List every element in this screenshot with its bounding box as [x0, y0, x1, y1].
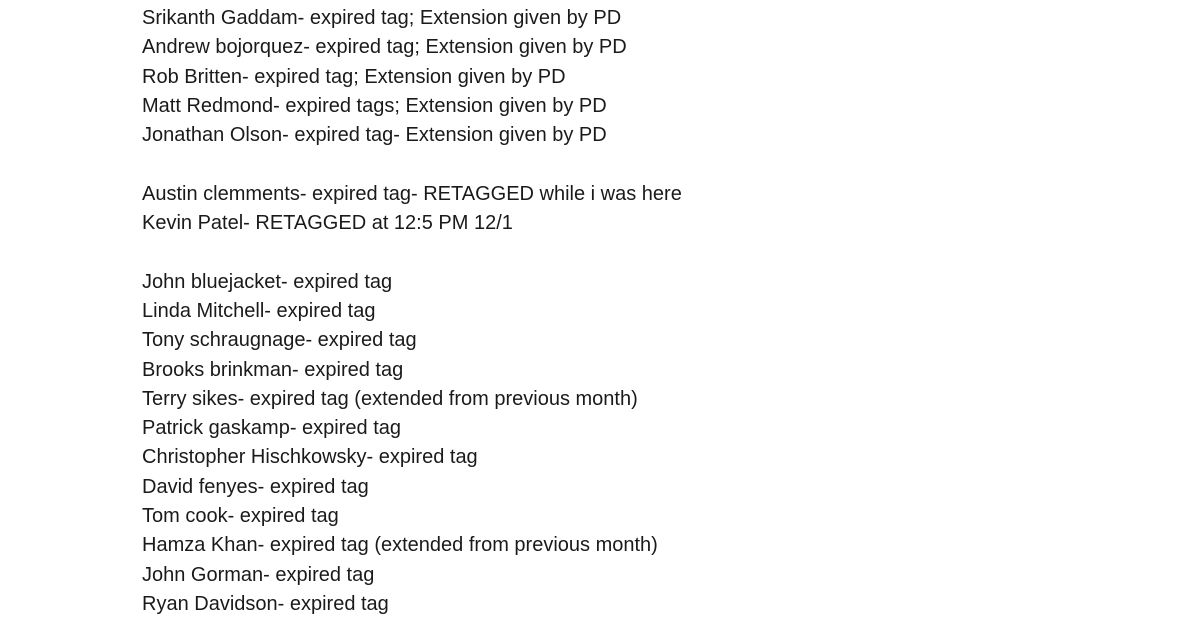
document-line: John Gorman- expired tag: [142, 563, 375, 586]
document-line: Austin clemments- expired tag- RETAGGED while i was here: [142, 182, 682, 205]
blank-line: [142, 150, 1182, 179]
document-line: David fenyes- expired tag: [142, 475, 369, 498]
blank-line: [142, 238, 1182, 267]
document-line: Ryan Davidson- expired tag: [142, 592, 389, 615]
document-line: Hamza Khan- expired tag (extended from previous month): [142, 534, 658, 557]
document-line: Terry sikes- expired tag (extended from previous month): [142, 387, 638, 410]
document-line: Linda Mitchell- expired tag: [142, 299, 376, 322]
document-body: [142, 4, 1182, 619]
document-line: Rob Britten- expired tag; Extension given by PD: [142, 65, 566, 88]
document-line: Srikanth Gaddam- expired tag; Extension given by PD: [142, 7, 622, 29]
document-line: Jonathan Olson- expired tag- Extension given by PD: [142, 124, 607, 147]
document-line: Matt Redmond- expired tags; Extension given by PD: [142, 94, 607, 117]
document-line: John bluejacket- expired tag: [142, 270, 393, 293]
document-line: Tom cook- expired tag: [142, 505, 339, 528]
document-line: Patrick gaskamp- expired tag: [142, 417, 402, 440]
document-line: Christopher Hischkowsky- expired tag: [142, 446, 478, 469]
document-line: Kevin Patel- RETAGGED at 12:5 PM 12/1: [142, 212, 513, 235]
document-line: Andrew bojorquez- expired tag; Extension given by PD: [142, 36, 627, 59]
document-line: Brooks brinkman- expired tag: [142, 358, 404, 381]
document-line: Tony schraugnage- expired tag: [142, 329, 417, 352]
